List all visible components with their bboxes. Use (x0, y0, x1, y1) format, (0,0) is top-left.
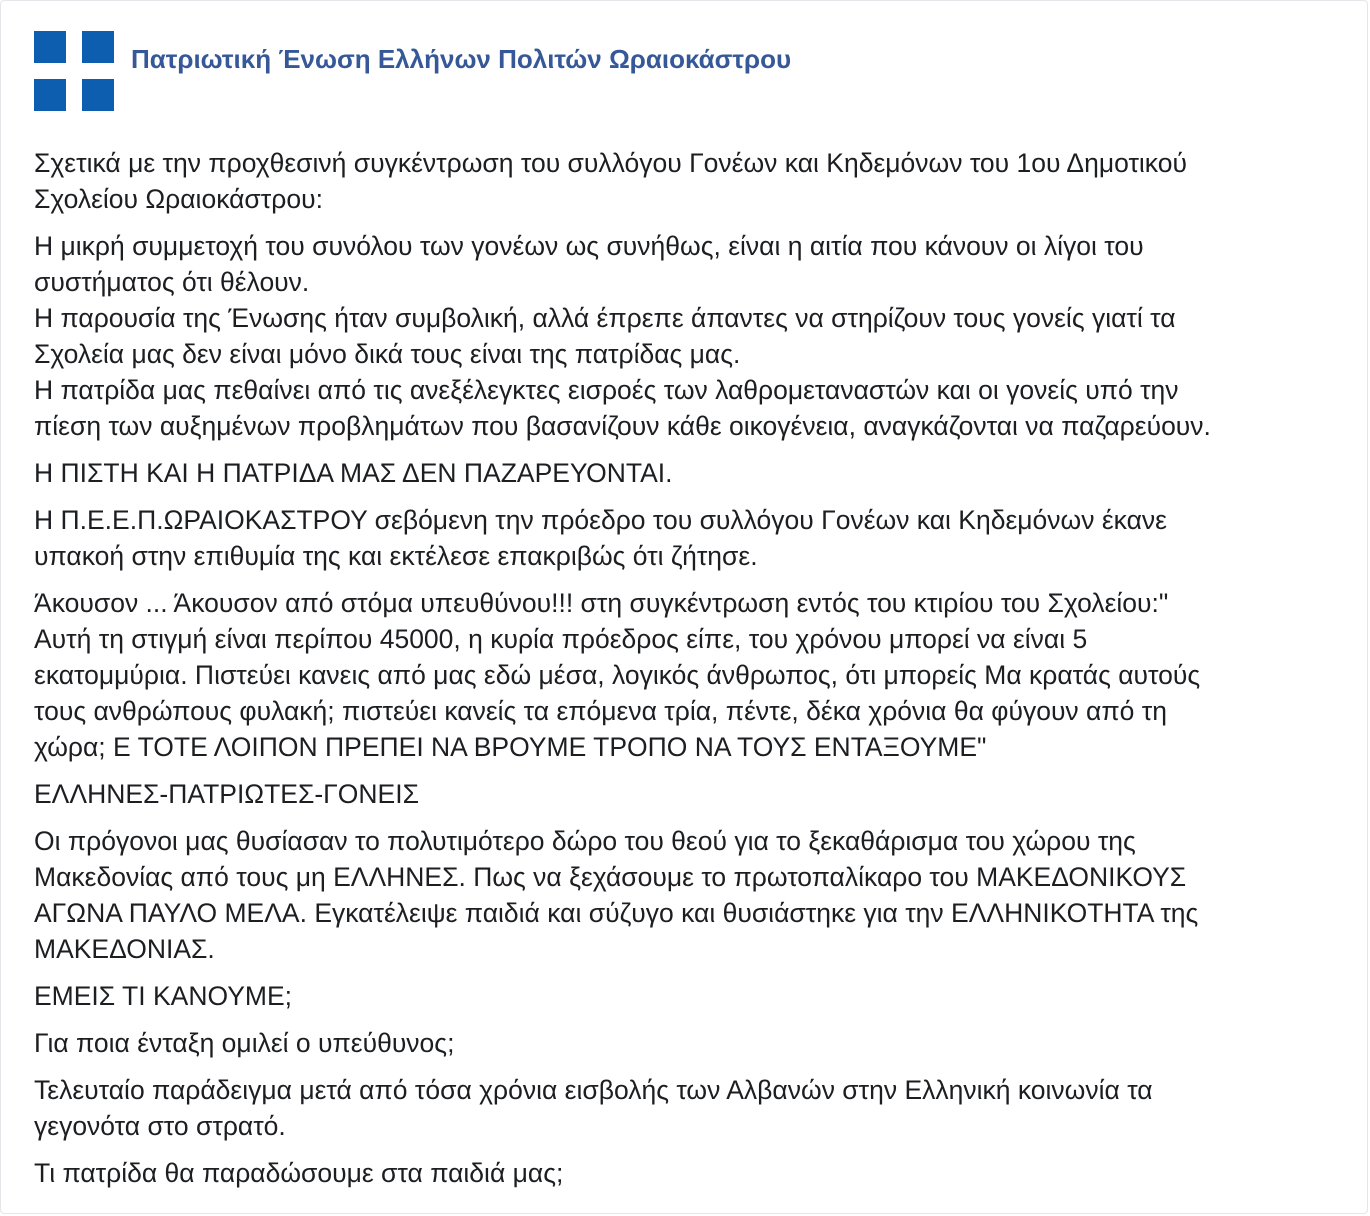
post-text-line: Οι πρόγονοι μας θυσίασαν το πολυτιμότερο δώρο του θεού για το ξεκαθάρισμα του χώρου της (34, 826, 1136, 856)
post-text-line: υπακοή στην επιθυμία της και εκτέλεσε επακριβώς ότι ζήτησε. (34, 541, 758, 571)
greek-cross-flag-icon[interactable] (34, 31, 114, 111)
post-text-line: Μακεδονίας από τους μη ΕΛΛΗΝΕΣ. Πως να ξεχάσουμε το πρωτοπαλίκαρο του ΜΑΚΕΔΟΝΙΚΟΥΣ (34, 862, 1187, 892)
post-text-line: Η πατρίδα μας πεθαίνει από τις ανεξέλεγκτες εισροές των λαθρομεταναστών και οι γονείς υπό την (34, 375, 1179, 405)
post-paragraph (34, 1072, 1346, 1144)
post-text-line: Αυτή τη στιγμή είναι περίπου 45000, η κυρία πρόεδρος είπε, του χρόνου μπορεί να είναι 5 (34, 624, 1088, 654)
post-paragraph (34, 228, 1346, 444)
post-header-text (131, 31, 791, 75)
post-text-line: Άκουσον ... Άκουσον από στόμα υπευθύνου!!! στη συγκέντρωση εντός του κτιρίου του Σχολείου:" (34, 588, 1169, 618)
post-text-line: Η Π.Ε.Ε.Π.ΩΡΑΙΟΚΑΣΤΡΟΥ σεβόμενη την πρόεδρο του συλλόγου Γονέων και Κηδεμόνων έκανε (34, 505, 1167, 535)
post-text-line: Σχετικά με την προχθεσινή συγκέντρωση του συλλόγου Γονέων και Κηδεμόνων του 1ου Δημοτικού (34, 148, 1187, 178)
post-text-line: ΑΓΩΝΑ ΠΑΥΛΟ ΜΕΛΑ. Εγκατέλειψε παιδιά και σύζυγο και θυσιάστηκε για την ΕΛΛΗΝΙΚΟΤΗΤΑ της (34, 898, 1199, 928)
post-text-line: Η παρουσία της Ένωσης ήταν συμβολική, αλλά έπρεπε άπαντες να στηρίζουν τους γονείς γιατί τα (34, 303, 1176, 333)
post-paragraph (34, 776, 1346, 812)
page-name-link[interactable]: Πατριωτική Ένωση Ελλήνων Πολιτών Ωραιοκάστρου (131, 44, 792, 74)
post-body (34, 145, 1346, 1202)
post-paragraph (34, 145, 1346, 217)
post-text-line: Για ποια ένταξη ομιλεί ο υπεύθυνος; (34, 1028, 455, 1058)
post-text-line: πίεση των αυξημένων προβλημάτων που βασανίζουν κάθε οικογένεια, αναγκάζονται να παζαρεύουν. (34, 411, 1211, 441)
post-text-line: ΕΜΕΙΣ ΤΙ ΚΑΝΟΥΜΕ; (34, 981, 292, 1011)
post-paragraph (34, 502, 1346, 574)
post-paragraph (34, 1155, 1346, 1191)
post-text-line: ΕΛΛΗΝΕΣ-ΠΑΤΡΙΩΤΕΣ-ΓΟΝΕΙΣ (34, 779, 419, 809)
post-paragraph (34, 455, 1346, 491)
post-header (34, 31, 791, 113)
post-text-line: ΜΑΚΕΔΟΝΙΑΣ. (34, 934, 215, 964)
post-text-line: συστήματος ότι θέλουν. (34, 267, 310, 297)
post-paragraph (34, 978, 1346, 1014)
post-text-line: Η μικρή συμμετοχή του συνόλου των γονέων ως συνήθως, είναι η αιτία που κάνουν οι λίγοι του (34, 231, 1144, 261)
post-text-line: τους ανθρώπους φυλακή; πιστεύει κανείς τα επόμενα τρία, πέντε, δέκα χρόνια θα φύγουν από τη (34, 696, 1167, 726)
post-text-line: Σχολεία μας δεν είναι μόνο δικά τους είναι της πατρίδας μας. (34, 339, 741, 369)
post-text-line: Τελευταίο παράδειγμα μετά από τόσα χρόνια εισβολής των Αλβανών στην Ελληνική κοινωνία τα (34, 1075, 1153, 1105)
post-paragraph (34, 823, 1346, 967)
post-paragraph (34, 1025, 1346, 1061)
post-text-line: Τι πατρίδα θα παραδώσουμε στα παιδιά μας; (34, 1158, 564, 1188)
post-paragraph (34, 585, 1346, 765)
post-text-line: γεγονότα στο στρατό. (34, 1111, 286, 1141)
post-text-line: Η ΠΙΣΤΗ ΚΑΙ Η ΠΑΤΡΙΔΑ ΜΑΣ ΔΕΝ ΠΑΖΑΡΕΥΟΝΤΑΙ. (34, 458, 673, 488)
post-text-line: Σχολείου Ωραιοκάστρου: (34, 184, 323, 214)
post-text-line: χώρα; Ε ΤΟΤΕ ΛΟΙΠΟΝ ΠΡΕΠΕΙ ΝΑ ΒΡΟΥΜΕ ΤΡΟΠΟ ΝΑ ΤΟΥΣ ΕΝΤΑΞΟΥΜΕ" (34, 732, 987, 762)
post-text-line: εκατομμύρια. Πιστεύει κανεις από μας εδώ μέσα, λογικός άνθρωπος, ότι μπορείς Μα κρατάς αυτούς (34, 660, 1201, 690)
